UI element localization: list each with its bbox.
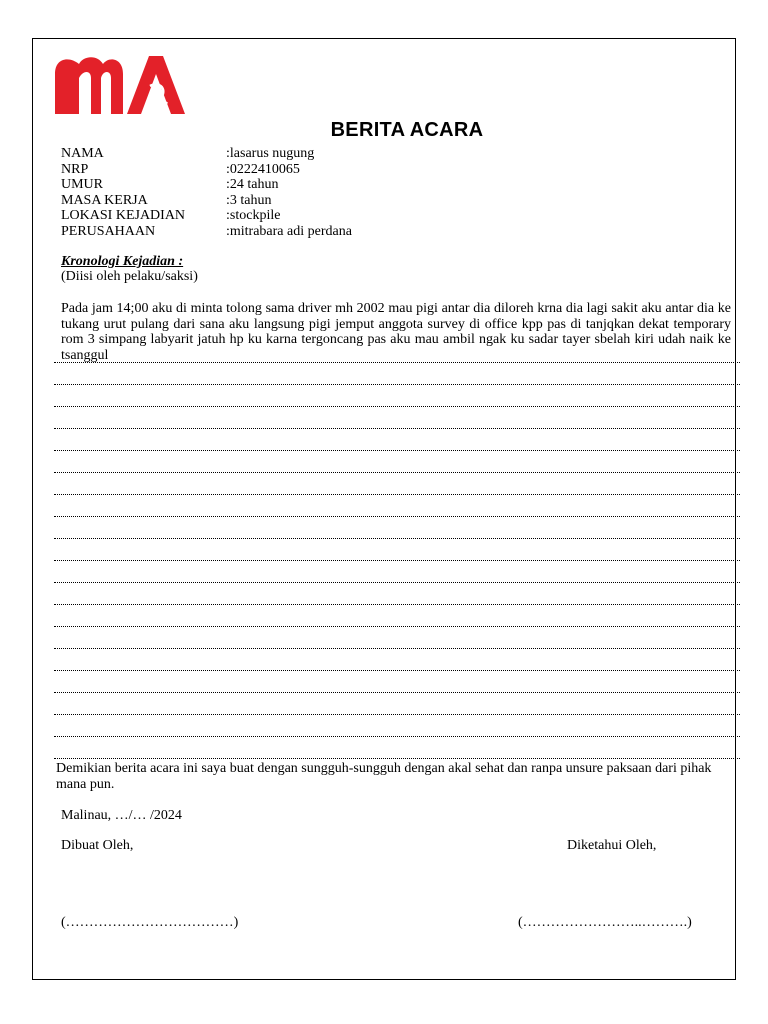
field-value: :mitrabara adi perdana (226, 223, 352, 239)
place-date: Malinau, …/… /2024 (61, 808, 182, 823)
dotted-line (54, 648, 740, 649)
field-row-umur (61, 177, 461, 193)
field-value: :stockpile (226, 208, 281, 223)
field-value: :0222410065 (226, 161, 300, 177)
field-value: :lasarus nugung (226, 146, 315, 161)
kronologi-note: (Diisi oleh pelaku/saksi) (61, 269, 198, 284)
dotted-line (54, 758, 740, 759)
field-row-lokasi (61, 208, 461, 224)
dotted-line (54, 560, 740, 561)
field-label: UMUR (61, 177, 104, 192)
company-logo (53, 52, 187, 116)
field-label: NAMA (61, 146, 104, 161)
dotted-line (54, 626, 740, 627)
document-title: BERITA ACARA (330, 119, 484, 141)
field-label: PERUSAHAAN (61, 223, 156, 239)
dotted-line (54, 582, 740, 583)
field-row-nama (61, 146, 461, 162)
dotted-line (54, 406, 740, 407)
identity-fields (61, 146, 461, 239)
field-label: MASA KERJA (61, 192, 148, 208)
kronologi-text: Pada jam 14;00 aku di minta tolong sama driver mh 2002 mau pigi antar dia diloreh krna dia lagi sakit aku antar dia ke tukang urut pulang dari sana aku langsung pigi jemput anggota survey di office kpp pas di tanjqkan dekat temporary rom 3 simpang labyarit jatuh hp ku karna tergoncang pas aku mau ambil ngak ku sadar tayer sbelah kiri udah naik ke tsanggul (61, 301, 731, 363)
field-value: :24 tahun (226, 177, 279, 192)
known-by-label: Diketahui Oleh, (567, 838, 657, 853)
dotted-line (54, 384, 740, 385)
field-label: LOKASI KEJADIAN (61, 208, 186, 223)
dotted-line (54, 362, 740, 363)
field-row-nrp (61, 162, 461, 178)
field-row-perusahaan (61, 224, 461, 240)
dotted-line (54, 516, 740, 517)
signature-left: (………………………………) (61, 915, 239, 930)
kronologi-heading: Kronologi Kejadian : (61, 254, 184, 269)
field-label: NRP (61, 161, 89, 177)
dotted-line (54, 494, 740, 495)
dotted-line (54, 670, 740, 671)
made-by-label: Dibuat Oleh, (61, 838, 134, 853)
dotted-line (54, 538, 740, 539)
signature-right: (……………………..……….) (518, 915, 692, 930)
dotted-line (54, 428, 740, 429)
dotted-line (54, 450, 740, 451)
dotted-line (54, 604, 740, 605)
dotted-line (54, 714, 740, 715)
dotted-line (54, 736, 740, 737)
dotted-line (54, 472, 740, 473)
field-value: :3 tahun (226, 192, 272, 208)
dotted-line (54, 692, 740, 693)
closing-statement: Demikian berita acara ini saya buat dengan sungguh-sungguh dengan akal sehat dan ranpa unsure paksaan dari pihak mana pun. (56, 761, 712, 792)
field-row-masa-kerja (61, 193, 461, 209)
